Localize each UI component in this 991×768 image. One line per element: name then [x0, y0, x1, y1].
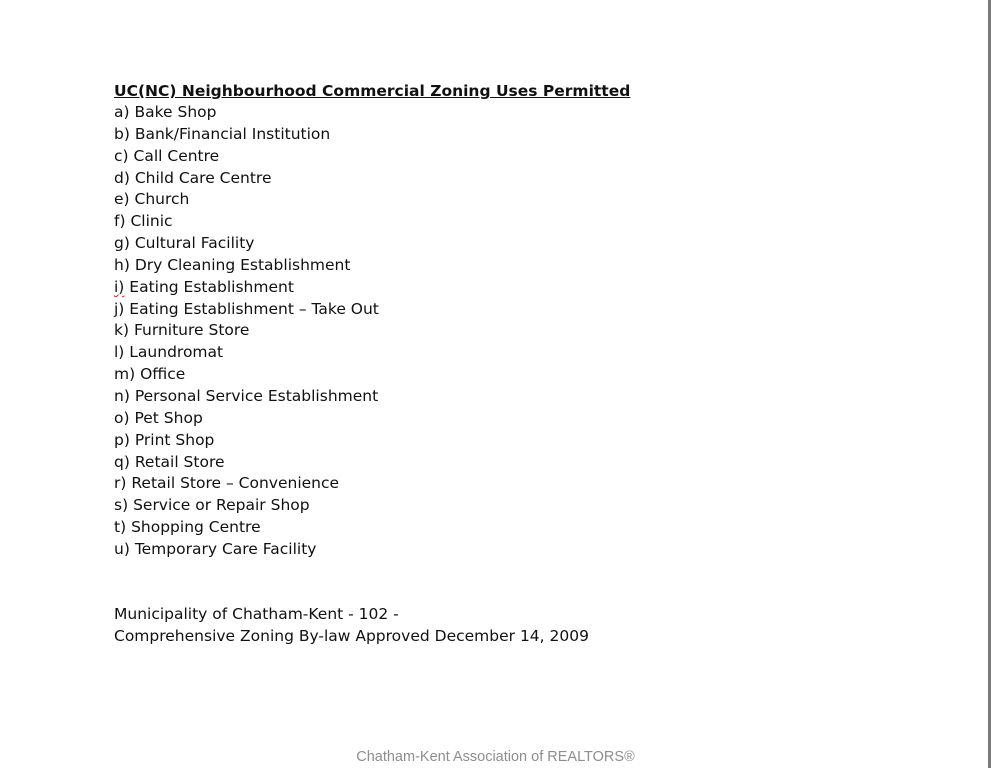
item-letter: d) [114, 168, 130, 187]
item-letter: m) [114, 365, 136, 384]
list-item [114, 277, 630, 299]
realtors-watermark: Chatham-Kent Association of REALTORS® [356, 749, 635, 765]
item-text: Child Care Centre [134, 168, 272, 187]
list-item [114, 211, 630, 233]
list-item [114, 189, 630, 211]
item-text: Personal Service Establishment [134, 386, 379, 405]
item-letter: o) [114, 408, 130, 427]
item-text: Eating Establishment – Take Out [129, 299, 379, 318]
permitted-uses-list [114, 102, 630, 561]
item-text: Temporary Care Facility [134, 539, 317, 558]
item-letter: u) [114, 539, 130, 558]
item-letter: p) [114, 430, 130, 449]
list-item [114, 517, 630, 539]
list-item [114, 408, 630, 430]
item-text: Service or Repair Shop [133, 496, 310, 515]
item-text: Pet Shop [134, 408, 203, 427]
list-item [114, 473, 630, 495]
item-text: Laundromat [129, 343, 224, 362]
item-letter: h) [114, 255, 130, 274]
item-letter: q) [114, 452, 130, 471]
list-item [114, 146, 630, 168]
document-footer [114, 603, 589, 647]
list-item [114, 233, 630, 255]
bylaw-approval-line: Comprehensive Zoning By-law Approved December 14, 2009 [114, 627, 589, 645]
item-letter: l) [114, 343, 125, 362]
list-item [114, 168, 630, 190]
item-text: Cultural Facility [134, 234, 255, 253]
item-text: Call Centre [133, 146, 220, 165]
list-item [114, 364, 630, 386]
list-item [114, 495, 630, 517]
item-text: Clinic [130, 212, 173, 231]
item-letter: a) [114, 103, 130, 121]
list-item [114, 320, 630, 342]
list-item [114, 124, 630, 146]
item-letter: g) [114, 234, 130, 253]
list-item [114, 539, 630, 561]
item-text: Office [140, 365, 186, 384]
item-letter: b) [114, 124, 130, 143]
list-item [114, 452, 630, 474]
list-item [114, 342, 630, 364]
list-item [114, 255, 630, 277]
item-text: Furniture Store [133, 321, 250, 340]
item-letter: e) [114, 190, 130, 209]
item-letter: k) [114, 321, 130, 340]
item-letter: f) [114, 212, 126, 231]
list-item [114, 299, 630, 321]
list-item [114, 386, 630, 408]
item-text: Retail Store [134, 452, 225, 471]
list-item [114, 102, 630, 124]
item-text: Retail Store – Convenience [131, 474, 340, 493]
item-text: Print Shop [134, 430, 215, 449]
item-letter: i) [114, 277, 125, 296]
item-text: Shopping Centre [131, 518, 261, 537]
document-body [114, 80, 630, 561]
item-text: Bake Shop [134, 103, 217, 121]
item-letter: r) [114, 474, 127, 493]
municipality-line: Municipality of Chatham-Kent - 102 - [114, 605, 399, 623]
item-text: Dry Cleaning Establishment [134, 255, 351, 274]
item-text: Church [134, 190, 190, 209]
item-letter: j) [114, 299, 125, 318]
item-text: Eating Establishment [129, 277, 294, 296]
item-text: Bank/Financial Institution [134, 124, 331, 143]
item-letter: c) [114, 146, 129, 165]
zoning-heading: UC(NC) Neighbourhood Commercial Zoning Uses Permitted [114, 82, 631, 100]
item-letter: n) [114, 386, 130, 405]
item-letter: t) [114, 518, 127, 537]
item-letter: s) [114, 496, 129, 515]
list-item [114, 430, 630, 452]
